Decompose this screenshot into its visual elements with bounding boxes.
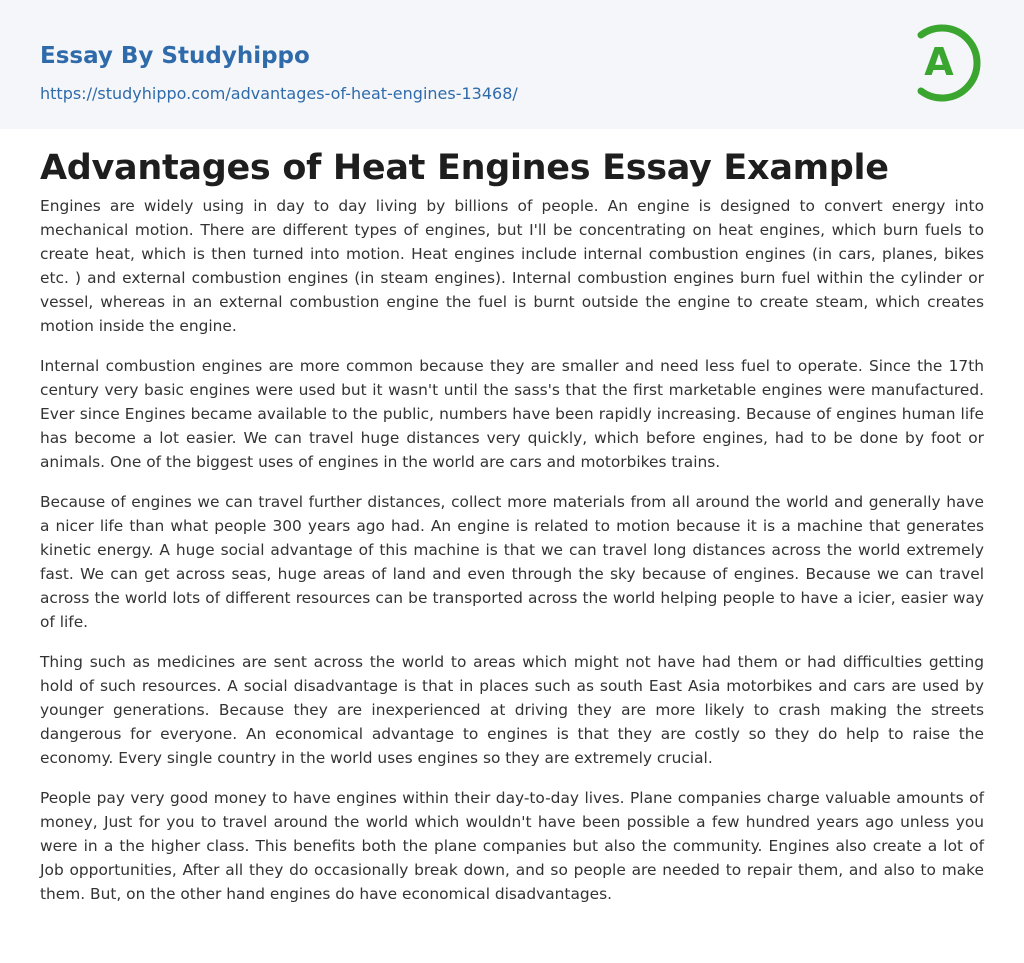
source-url-link[interactable]: https://studyhippo.com/advantages-of-heat-engines-13468/ xyxy=(40,84,518,103)
paragraph-5: People pay very good money to have engines within their day-to-day lives. Plane companies charge valuable amounts of money, Just for you to travel around the world which wouldn't have been possible a few hundred years ago unless you were in a the higher class. This benefits both the plane companies but also the community. Engines also create a lot of Job opportunities, After all they do occasionally break down, and so people are needed to repair them, and also to make them. But, on the other hand engines do have economical disadvantages. xyxy=(40,789,984,903)
page-title: Advantages of Heat Engines Essay Example xyxy=(40,148,889,188)
paragraph-4: Thing such as medicines are sent across the world to areas which might not have had them or had difficulties getting hold of such resources. A social disadvantage is that in places such as south East Asia motorbikes and cars are used by younger generations. Because they are inexperienced at driving they are more likely to crash making the streets dangerous for everyone. An economical advantage to engines is that they are costly so they do help to raise the economy. Every single country in the world uses engines so they are extremely crucial. xyxy=(40,653,984,767)
brand-name: Essay By Studyhippo xyxy=(40,43,310,69)
logo-letter: A xyxy=(924,40,954,84)
paragraph-3: Because of engines we can travel further distances, collect more materials from all around the world and generally have a nicer life than what people 300 years ago had. An engine is related to motion because it is a machine that generates kinetic energy. A huge social advantage of this machine is that we can travel long distances across the world extremely fast. We can get across seas, huge areas of land and even through the sky because of engines. Because we can travel across the world lots of different resources can be transported across the world helping people to have a icier, easier way of life. xyxy=(40,493,984,631)
essay-body xyxy=(40,194,984,906)
paragraph-1: Engines are widely using in day to day living by billions of people. An engine is designed to convert energy into mechanical motion. There are different types of engines, but I'll be concentrating on heat engines, which burn fuels to create heat, which is then turned into motion. Heat engines include internal combustion engines (in cars, planes, bikes etc. ) and external combustion engines (in steam engines). Internal combustion engines burn fuel within the cylinder or vessel, whereas in an external combustion engine the fuel is burnt outside the engine to create steam, which creates motion inside the engine. xyxy=(40,197,984,335)
site-header xyxy=(0,0,1024,129)
article xyxy=(0,129,1024,906)
paragraph-2: Internal combustion engines are more common because they are smaller and need less fuel to operate. Since the 17th century very basic engines were used but it wasn't until the sass's that the first marketable engines were manufactured. Ever since Engines became available to the public, numbers have been rapidly increasing. Because of engines human life has become a lot easier. We can travel huge distances very quickly, which before engines, had to be done by foot or animals. One of the biggest uses of engines in the world are cars and motorbikes trains. xyxy=(40,357,984,471)
logo-icon[interactable] xyxy=(912,20,986,106)
